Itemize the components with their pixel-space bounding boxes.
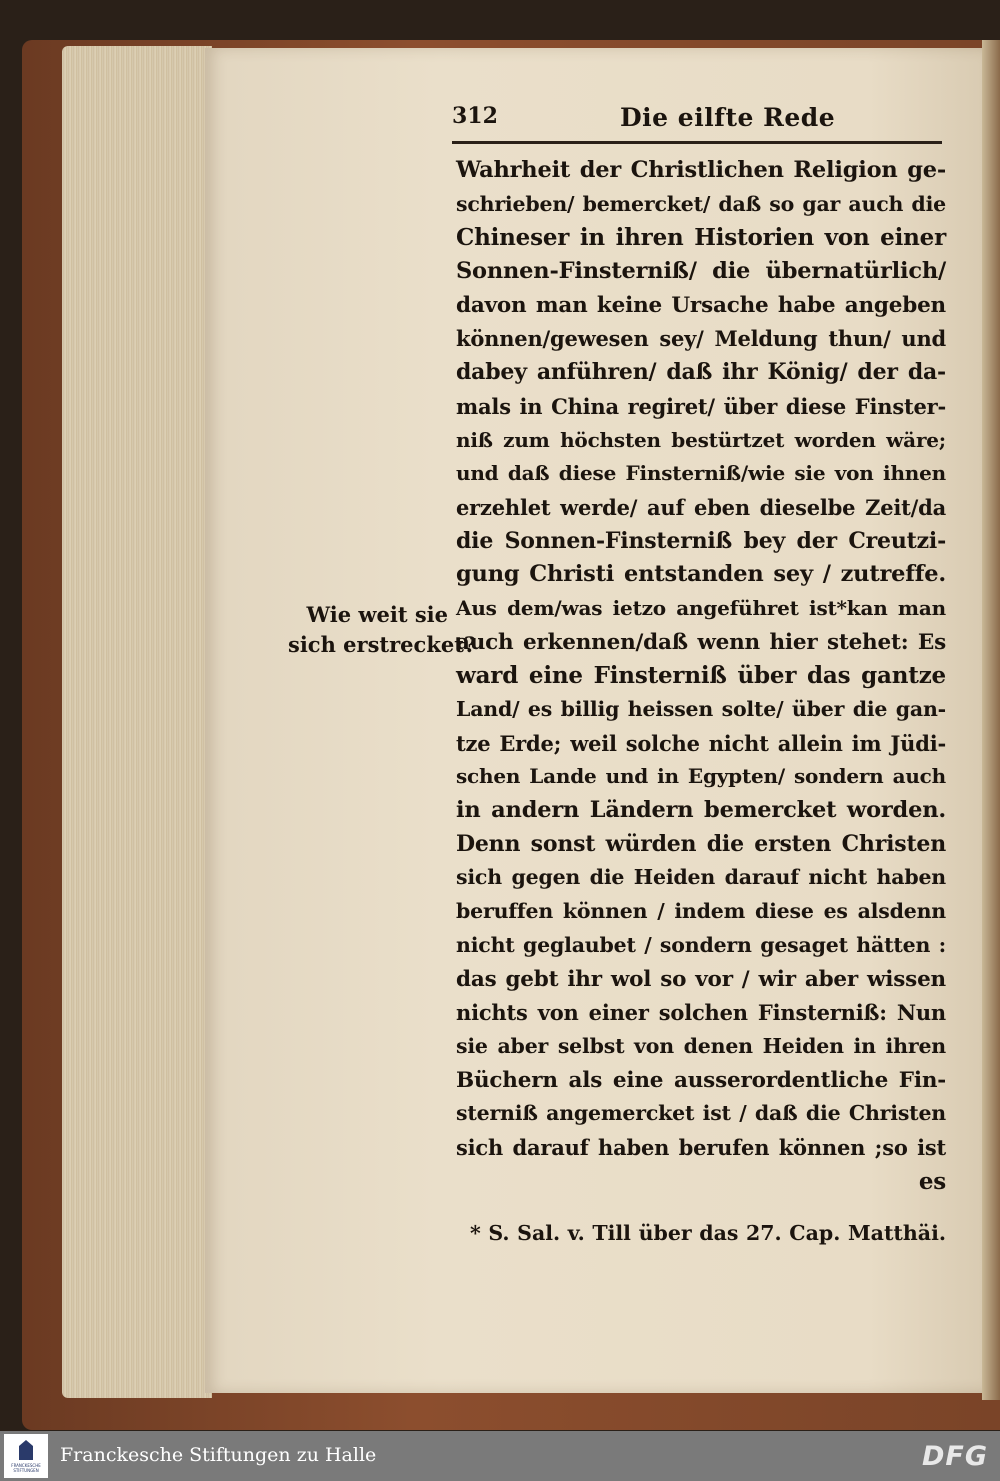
- viewer-footer: [0, 1431, 1000, 1481]
- text-line: ward eine Finsterniß über das gantze: [456, 662, 946, 690]
- text-line: davon man keine Ursache habe angeben: [456, 292, 946, 318]
- institution-name: Franckesche Stiftungen zu Halle: [60, 1444, 377, 1466]
- text-line: schen Lande und in Egypten/ sondern auch: [456, 764, 946, 789]
- text-line: dabey anführen/ daß ihr König/ der da-: [456, 359, 946, 386]
- text-line: in andern Ländern bemercket worden.: [456, 797, 946, 824]
- text-line: sie aber selbst von denen Heiden in ihren: [456, 1033, 946, 1058]
- text-line: Aus dem/was ietzo angeführet ist*kan man: [456, 595, 946, 620]
- text-line: Chineser in ihren Historien von einer: [456, 224, 946, 252]
- footnote: * S. Sal. v. Till über das 27. Cap. Matthäi.: [470, 1221, 946, 1245]
- text-line: Sonnen-Finsterniß/ die übernatürlich/: [456, 258, 946, 285]
- text-line: nicht geglaubet / sondern gesaget hätten :: [456, 932, 946, 957]
- margin-note-line: sich erstrecket?: [288, 632, 477, 657]
- text-line: nichts von einer solchen Finsterniß: Nun: [456, 1000, 946, 1026]
- text-line: gung Christi entstanden sey / zutreffe.: [456, 561, 946, 588]
- text-line: Büchern als eine ausserordentliche Fin-: [456, 1067, 946, 1093]
- text-line: erzehlet werde/ auf eben dieselbe Zeit/da: [456, 494, 946, 520]
- text-line: mals in China regiret/ über diese Finster-: [456, 393, 946, 419]
- text-line: auch erkennen/daß wenn hier stehet: Es: [456, 629, 946, 655]
- logo-caption: FRANCKESCHE STIFTUNGEN: [11, 1463, 41, 1473]
- building-icon: [19, 1440, 33, 1460]
- margin-note-line: Wie weit sie: [306, 602, 448, 627]
- text-line: sich darauf haben berufen können ;so ist: [456, 1134, 946, 1160]
- text-line: können/gewesen sey/ Meldung thun/ und: [456, 326, 946, 352]
- body-text: [456, 154, 946, 1198]
- running-title: Die eilfte Rede: [620, 103, 836, 132]
- page-number: 312: [452, 103, 498, 129]
- text-line: Denn sonst würden die ersten Christen: [456, 830, 946, 857]
- page-edges: [62, 46, 212, 1398]
- text-line: sterniß angemercket ist / daß die Christen: [456, 1101, 946, 1126]
- text-line: die Sonnen-Finsterniß bey der Creutzi-: [456, 527, 946, 554]
- text-line: niß zum höchsten bestürtzet worden wäre;: [456, 427, 946, 452]
- page-header: [452, 103, 942, 137]
- dfg-logo[interactable]: DFG: [921, 1441, 988, 1472]
- header-rule: [452, 141, 942, 144]
- text-line: tze Erde; weil solche nicht allein im Jüdi-: [456, 730, 946, 756]
- margin-note: [288, 600, 477, 660]
- text-line: beruffen können / indem diese es alsdenn: [456, 899, 946, 924]
- text-line: sich gegen die Heiden darauf nicht haben: [456, 865, 946, 890]
- catchword: es: [918, 1167, 946, 1195]
- text-line: Land/ es billig heissen solte/ über die gan-: [456, 697, 946, 721]
- institution-logo[interactable]: [4, 1434, 48, 1478]
- text-line: und daß diese Finsterniß/wie sie von ihnen: [456, 461, 946, 486]
- text-line: Wahrheit der Christlichen Religion ge-: [456, 157, 946, 183]
- facing-page-edge: [982, 40, 1000, 1400]
- text-line: das gebt ihr wol so vor / wir aber wissen: [456, 966, 946, 992]
- text-line: schrieben/ bemercket/ daß so gar auch die: [456, 191, 946, 216]
